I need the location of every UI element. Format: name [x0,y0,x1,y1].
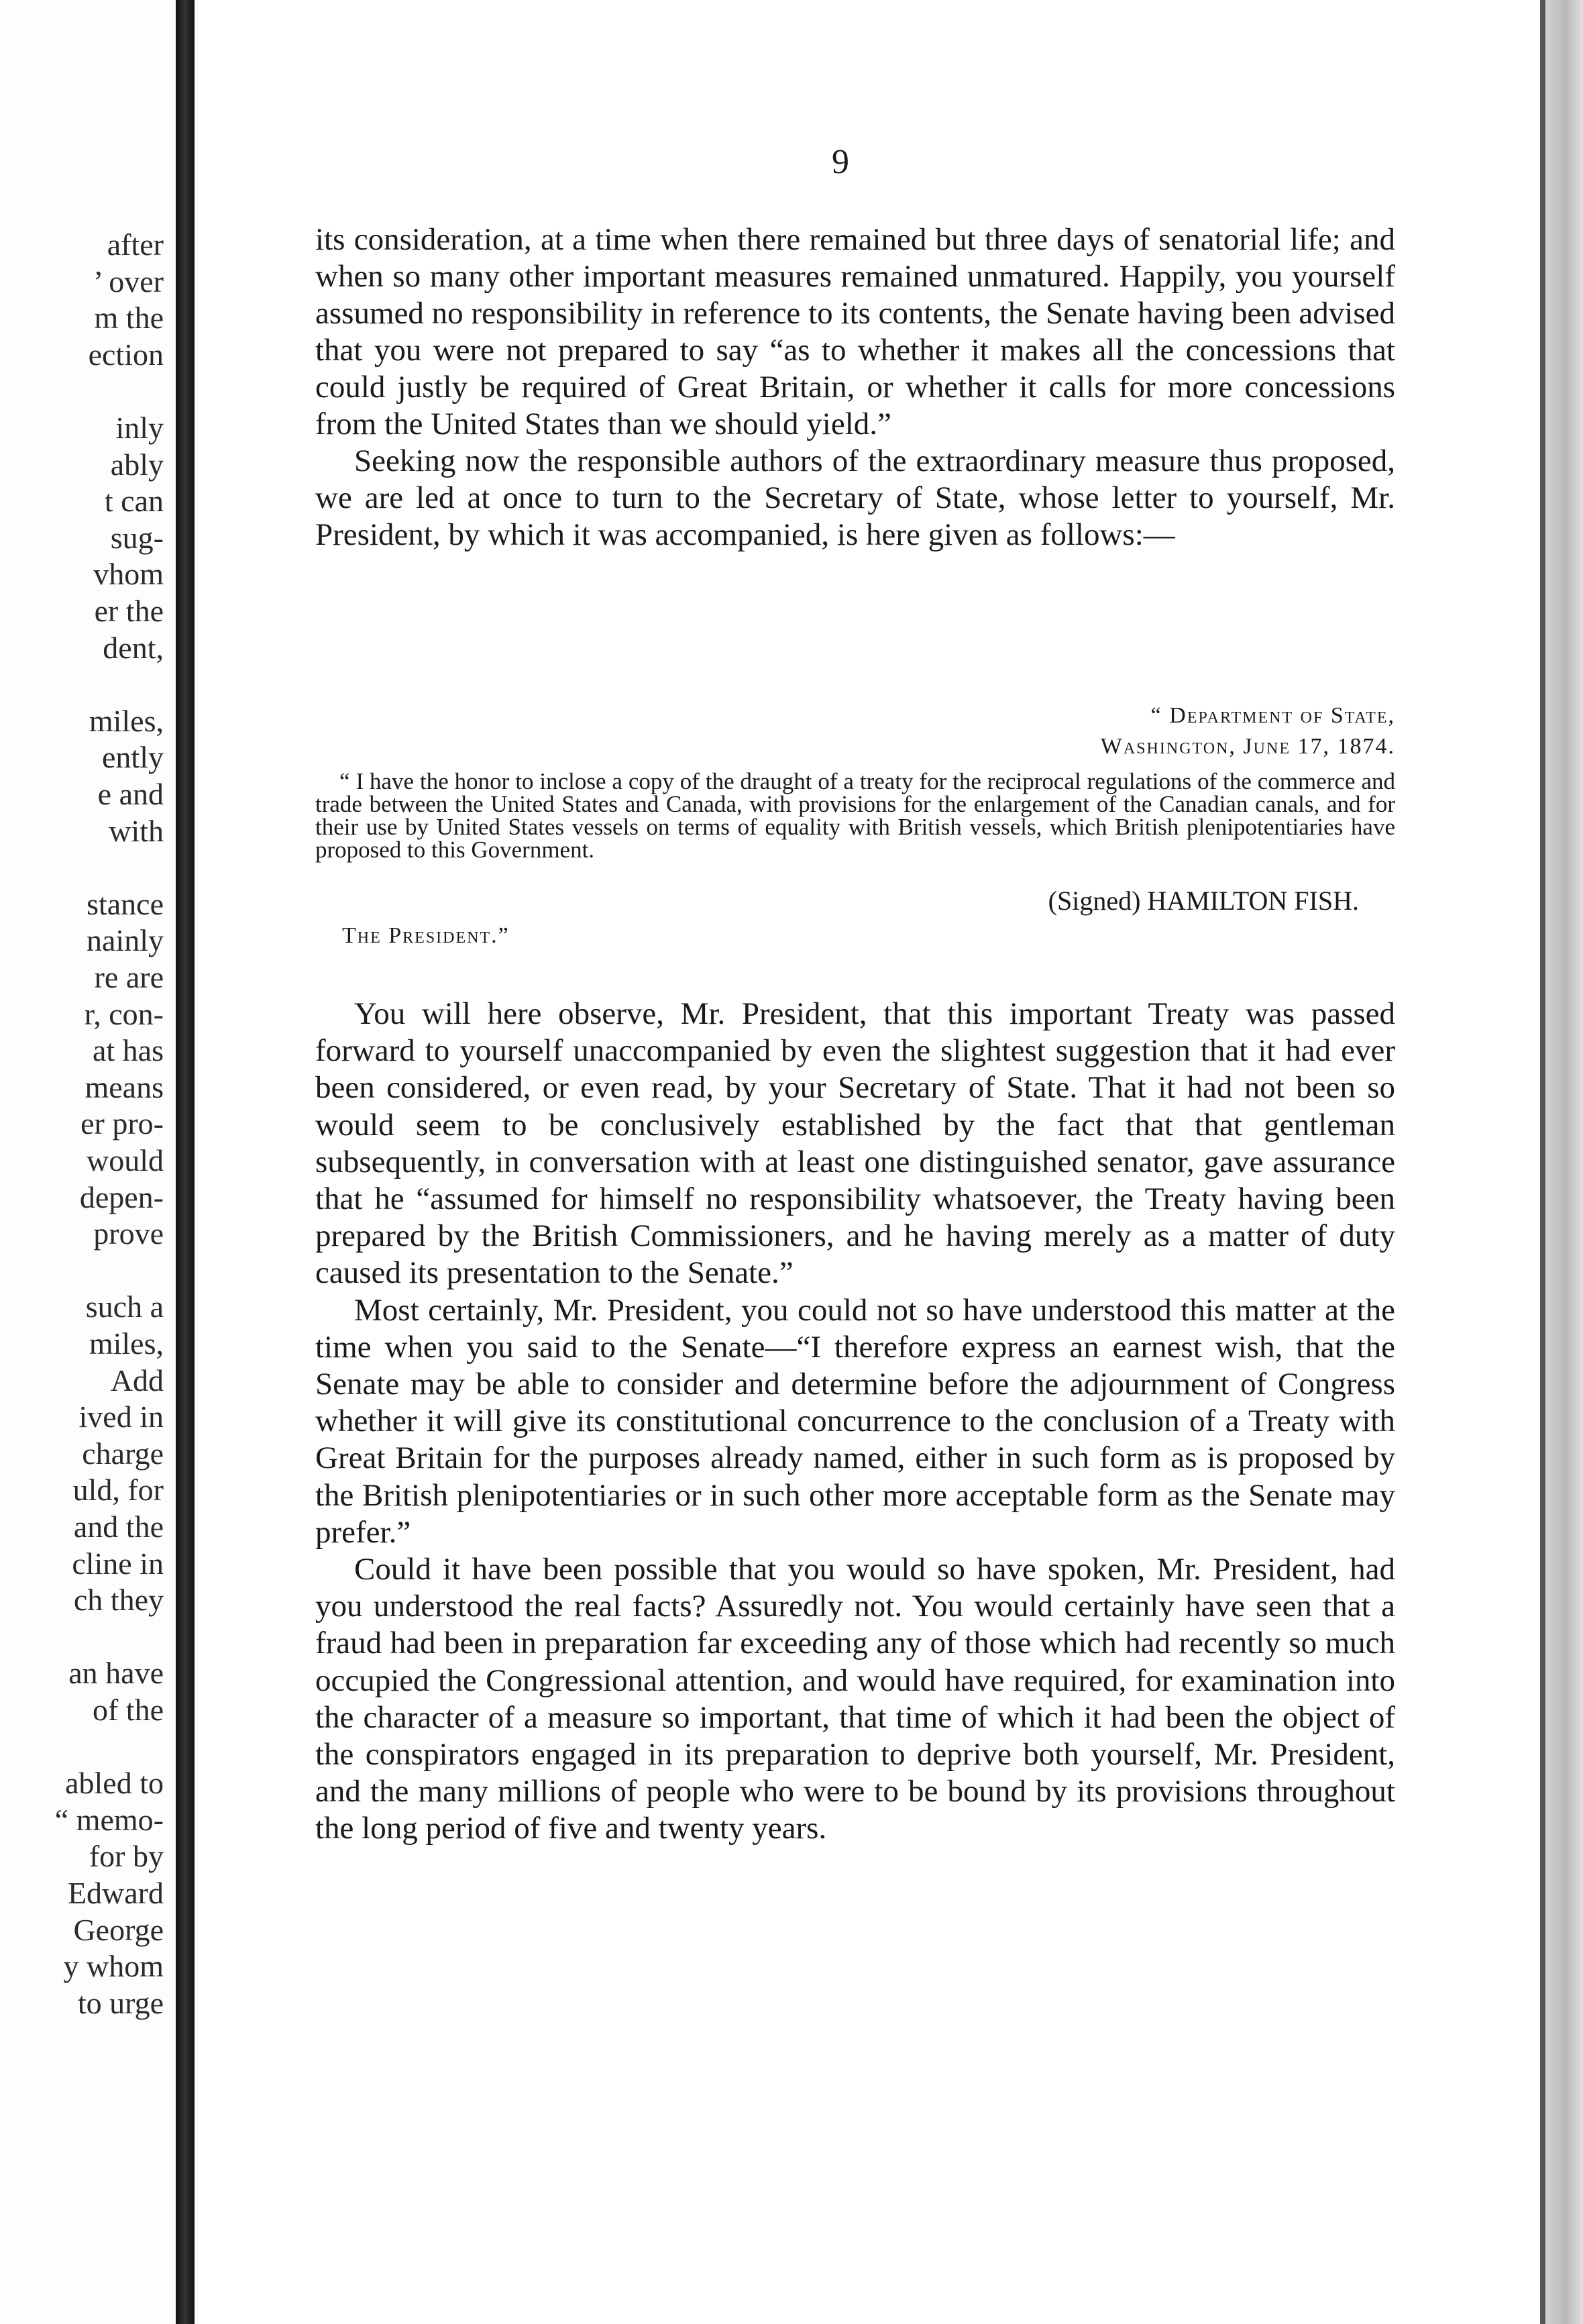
previous-page-line: m the [94,301,164,335]
previous-page-line: ently [102,740,164,775]
page-edge-line [1540,0,1545,2324]
previous-page-line: to urge [77,1985,164,2020]
previous-page-line: uld, for [72,1473,164,1508]
book-spine-shadow [176,0,195,2324]
previous-page-line: er the [94,594,164,628]
previous-page-line: an have [68,1656,164,1691]
previous-page-line: charge [82,1436,164,1471]
letter-addressee: The President.” [342,923,510,948]
previous-page-line: t can [104,484,164,519]
previous-page-line: cline in [72,1546,164,1581]
body-text-bottom [315,996,1395,1848]
quoted-letter [315,700,1395,952]
paragraph: Seeking now the responsible authors of the extraordinary measure thus proposed, we are led at once to turn to the Secretary of State, whose letter to yourself, Mr. President, by which it was accompanied, is here given as follows:— [315,443,1395,552]
previous-page-line: depen- [79,1179,164,1214]
previous-page-line: Add [110,1363,164,1397]
letter-heading-place-date: Washington, June 17, 1874. [1100,734,1395,759]
paragraph: Could it have been possible that you would so have spoken, Mr. President, had you understood the real facts? Assuredly not. You would certainly have seen that a fraud had been in preparation far exceeding any of those which had recently so much occupied the Congressional attention, and would have required, for examination into the character of a measure so important, that time of which it had been the object of the conspirators engaged in its preparation to deprive both yourself, Mr. President, and the many millions of people who were to be bound by its provisions throughout the long period of five and twenty years. [315,1552,1395,1846]
previous-page-line: sug- [110,520,164,555]
previous-page-line: vhom [93,557,164,592]
paragraph: Most certainly, Mr. President, you could not so have understood this matter at the time when you said to the Senate—“I therefore express an earnest wish, that the Senate may be able to consider and determine before the adjournment of Congress whether it will give its constitutional concurrence to the conclusion of a Treaty with Great Britain for the purposes already named, either in such form as is proposed by the British plenipotentiaries or in such other more acceptable form as the Senate may prefer.” [315,1292,1395,1550]
previous-page-line: at has [92,1033,164,1068]
previous-page-line: dent, [103,630,164,665]
letter-heading-department: “ Department of State, [1150,703,1395,728]
previous-page-line: abled to [65,1766,164,1801]
previous-page-line: e and [97,777,164,811]
letter-body: “ I have the honor to inclose a copy of the draught of a treaty for the reciprocal regulations of the commerce and trade between the United States and Canada, with provisions for the enlargement of the Canadian canals, and for their use by United States vessels on terms of equality with British vessels, which British plenipotentiaries have proposed to this Government. [315,768,1395,863]
previous-page-line: r, con- [84,996,164,1031]
previous-page-line: miles, [89,703,164,738]
previous-page-line: ived in [78,1399,164,1434]
page-number: 9 [832,143,849,181]
previous-page-line: with [109,813,164,848]
previous-page-line: ably [110,447,164,482]
previous-page-line: Edward [67,1876,164,1910]
previous-page-line: ection [88,337,164,372]
previous-page-line: miles, [89,1326,164,1361]
previous-page-line: stance [87,886,164,921]
previous-page-line: of the [92,1693,164,1727]
previous-page-line: y whom [63,1949,164,1984]
previous-page-line: George [73,1912,164,1947]
previous-page-line: would [87,1143,164,1177]
previous-page-line: inly [115,411,164,445]
previous-page-line: such a [85,1289,164,1324]
paragraph: You will here observe, Mr. President, that this important Treaty was passed forward to yourself unaccompanied by even the slightest suggestion that it had ever been considered, or even read, by your Secretary of State. That it had not been so would seem to be conclusively established by the fact that that gentleman subsequently, in conversation with at least one distinguished senator, gave assurance that he “assumed for himself no responsibility whatsoever, the Treaty having been prepared by the British Commissioners, and he having merely as a matter of duty caused its presentation to the Senate.” [315,996,1395,1291]
page-edge [1540,0,1583,2324]
previous-page-line: and the [73,1510,164,1544]
previous-page-line: ’ over [93,264,164,299]
previous-page-line: prove [93,1216,164,1251]
previous-page-line: for by [89,1839,164,1874]
previous-page-line: “ memo- [54,1802,164,1837]
previous-page-line: re are [94,960,164,994]
previous-page-line: ch they [73,1583,164,1618]
previous-page-line: after [107,227,164,262]
previous-page-line: means [85,1069,164,1104]
previous-page-line: er pro- [80,1106,164,1141]
previous-page-margin [0,0,176,2324]
previous-page-line: nainly [87,923,164,958]
letter-heading [315,700,1395,762]
letter-signature: (Signed) HAMILTON FISH. [1048,886,1359,916]
paragraph: its consideration, at a time when there remained but three days of senatorial life; and when so many other important measures remained unmatured. Happily, you yourself assumed no responsibility in reference to its contents, the Senate having been advised that you were not prepared to say “as to whether it makes all the concessions that could justly be required of Great Britain, or whether it calls for more concessions from the United States than we should yield.” [315,222,1395,441]
body-text-top [315,221,1395,553]
